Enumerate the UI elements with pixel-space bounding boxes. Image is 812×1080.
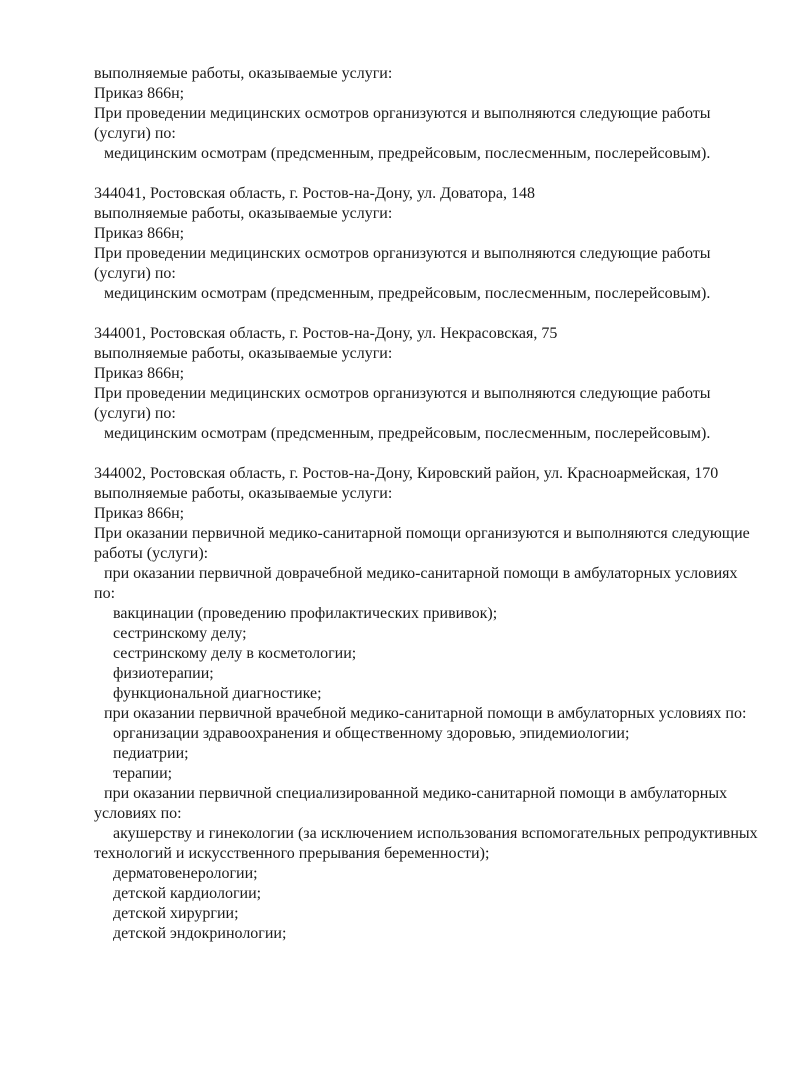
text-line: сестринскому делу; [113,625,247,642]
text-line: вакцинации (проведению профилактических прививок); [113,605,498,622]
text-line: При проведении медицинских осмотров организуются и выполняются следующие работы [94,245,711,262]
text-line: медицинским осмотрам (предсменным, предрейсовым, послесменным, послерейсовым). [104,145,711,162]
section-344041-dovatora-148 [94,184,772,304]
text-line: При оказании первичной медико-санитарной помощи организуются и выполняются следующие [94,525,750,542]
text-line: выполняемые работы, оказываемые услуги: [94,345,393,362]
text-line: технологий и искусственного прерывания беременности); [94,845,490,862]
text-line: при оказании первичной доврачебной медико-санитарной помощи в амбулаторных условиях [104,565,738,582]
section-344002-krasnoarmeyskaya-170 [94,464,772,944]
text-line: терапии; [113,765,173,782]
text-line: акушерству и гинекологии (за исключением использования вспомогательных репродуктивных [113,825,758,842]
text-line: работы (услуги): [94,545,209,562]
text-line: Приказ 866н; [94,365,185,382]
text-line: (услуги) по: [94,405,176,422]
text-line: выполняемые работы, оказываемые услуги: [94,485,393,502]
text-line: педиатрии; [113,745,189,762]
section-continued [94,64,772,164]
text-line: Приказ 866н; [94,505,185,522]
text-line: При проведении медицинских осмотров организуются и выполняются следующие работы [94,105,711,122]
text-line: дерматовенерологии; [113,865,258,882]
text-line: детской эндокринологии; [113,925,287,942]
text-line: медицинским осмотрам (предсменным, предрейсовым, послесменным, послерейсовым). [104,285,711,302]
text-line: физиотерапии; [113,665,214,682]
text-line: выполняемые работы, оказываемые услуги: [94,205,393,222]
text-line: 344041, Ростовская область, г. Ростов-на-Дону, ул. Доватора, 148 [94,185,535,202]
text-line: при оказании первичной врачебной медико-санитарной помощи в амбулаторных условиях по: [104,705,747,722]
text-line: 344002, Ростовская область, г. Ростов-на-Дону, Кировский район, ул. Красноармейская, 170 [94,465,719,482]
text-line: Приказ 866н; [94,85,185,102]
text-line: 344001, Ростовская область, г. Ростов-на-Дону, ул. Некрасовская, 75 [94,325,558,342]
text-line: медицинским осмотрам (предсменным, предрейсовым, послесменным, послерейсовым). [104,425,711,442]
text-line: сестринскому делу в косметологии; [113,645,357,662]
text-line: Приказ 866н; [94,225,185,242]
text-line: (услуги) по: [94,125,176,142]
text-line: условиях по: [94,805,182,822]
section-344001-nekrasovskaya-75 [94,324,772,444]
text-line: организации здравоохранения и общественному здоровью, эпидемиологии; [113,725,630,742]
text-line: При проведении медицинских осмотров организуются и выполняются следующие работы [94,385,711,402]
text-line: по: [94,585,116,602]
text-line: выполняемые работы, оказываемые услуги: [94,65,393,82]
text-line: детской кардиологии; [113,885,262,902]
text-line: (услуги) по: [94,265,176,282]
text-line: функциональной диагностике; [113,685,322,702]
text-line: детской хирургии; [113,905,239,922]
text-line: при оказании первичной специализированной медико-санитарной помощи в амбулаторных [104,785,728,802]
